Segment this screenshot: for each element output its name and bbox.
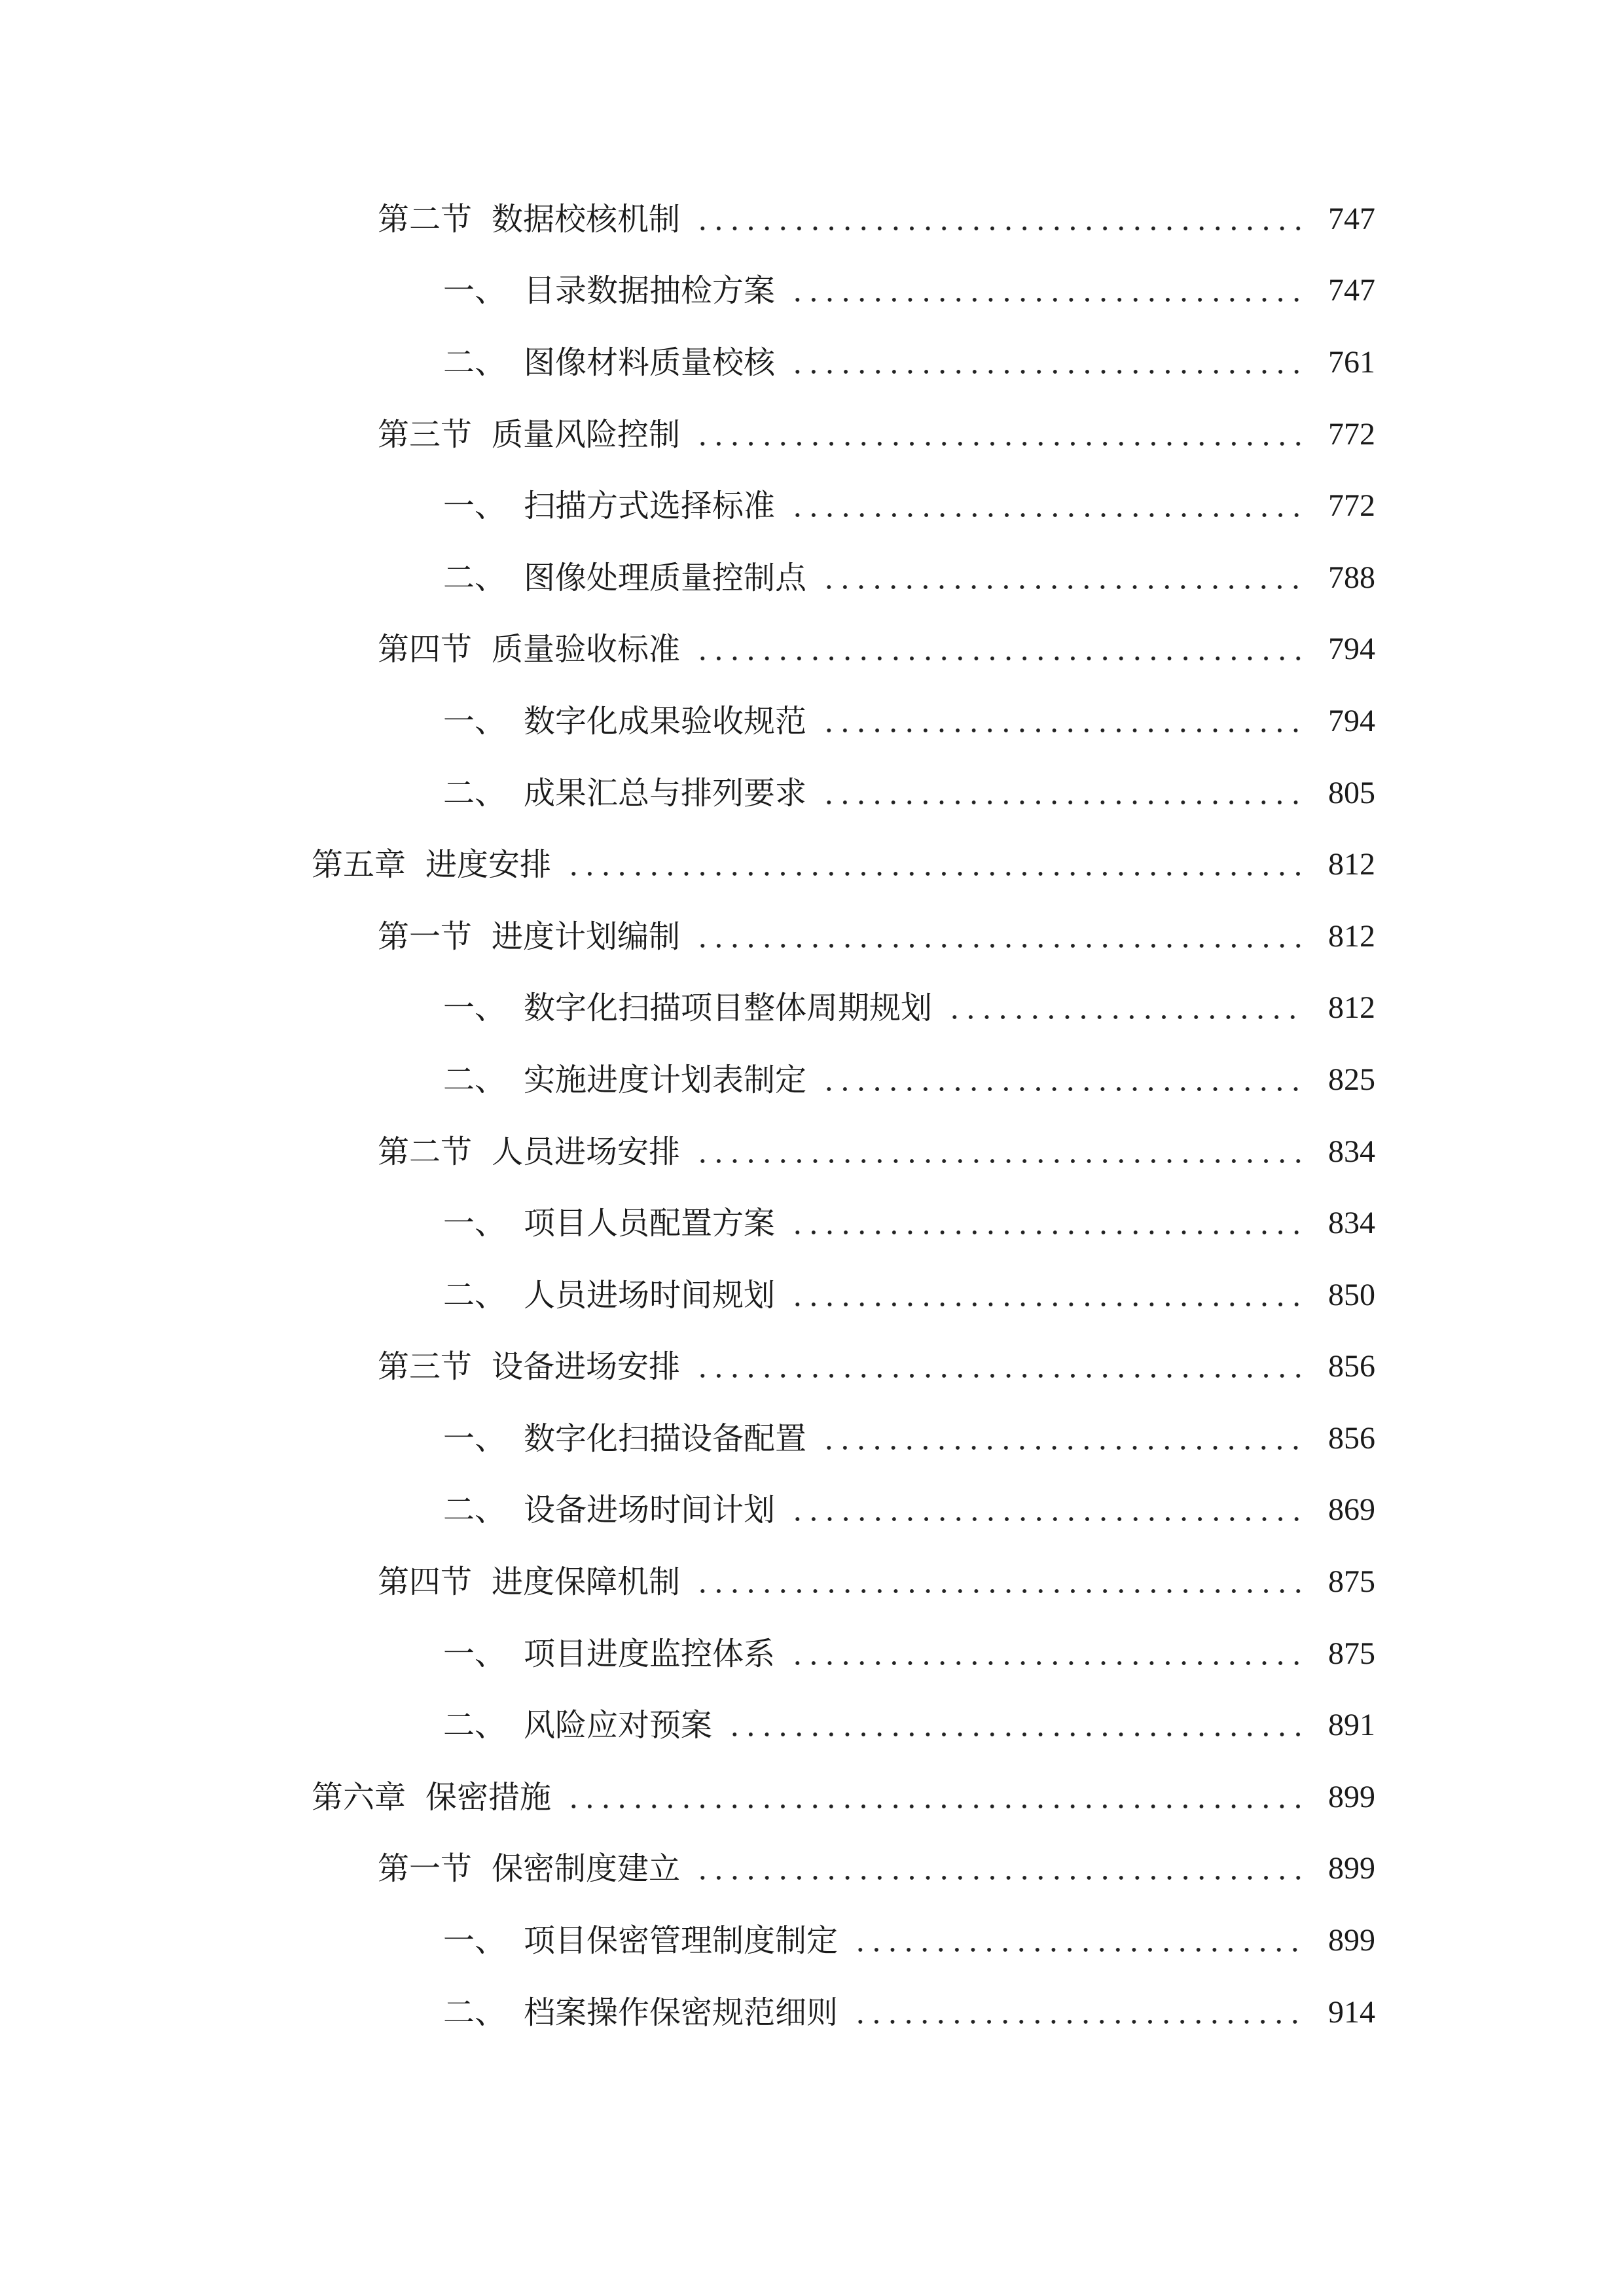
toc-item-entry [0, 1905, 1375, 1977]
toc-page-number: 914 [1328, 1994, 1375, 2030]
toc-entry-title: 成果汇总与排列要求 [524, 774, 807, 812]
toc-leader-dots [695, 921, 1305, 952]
toc-entry-title: 数字化扫描项目整体周期规划 [524, 990, 933, 1027]
toc-leader-dots [789, 347, 1305, 378]
toc-entry-title: 扫描方式选择标准 [524, 488, 776, 525]
toc-section-entry [0, 1116, 1375, 1188]
toc-page-number: 899 [1328, 1851, 1375, 1886]
toc-entry-title: 图像材料质量校核 [524, 344, 776, 381]
toc-page-number: 834 [1328, 1206, 1375, 1241]
toc-chapter-entry [0, 1761, 1375, 1833]
toc-page-number: 812 [1328, 918, 1375, 954]
toc-item-entry [0, 1044, 1375, 1116]
toc-leader-dots [821, 562, 1305, 594]
toc-section-label: 第二节 [378, 200, 473, 238]
toc-item-entry [0, 1977, 1375, 2049]
toc-leader-dots [947, 992, 1305, 1024]
toc-leader-dots [727, 1710, 1305, 1741]
toc-leader-dots [821, 1064, 1305, 1096]
toc-entry-title: 数据校核机制 [492, 200, 681, 238]
toc-page-number: 805 [1328, 775, 1375, 810]
toc-leader-dots [821, 778, 1305, 809]
toc-item-entry [0, 327, 1375, 399]
toc-leader-dots [789, 1208, 1305, 1239]
toc-leader-dots [789, 1494, 1305, 1526]
toc-leader-dots [695, 1351, 1305, 1382]
toc-leader-dots [789, 275, 1305, 306]
toc-item-entry [0, 470, 1375, 542]
toc-section-entry [0, 1546, 1375, 1618]
toc-list [0, 183, 1375, 2048]
toc-entry-title: 人员进场时间规划 [524, 1276, 776, 1314]
toc-entry-title: 档案操作保密规范细则 [524, 1994, 839, 2031]
toc-leader-dots [695, 419, 1305, 450]
toc-entry-title: 质量风险控制 [492, 416, 681, 453]
toc-leader-dots [695, 1136, 1305, 1168]
toc-chapter-label: 第六章 [312, 1778, 406, 1816]
toc-entry-title: 项目保密管理制度制定 [524, 1922, 839, 1960]
toc-entry-title: 实施进度计划表制定 [524, 1061, 807, 1098]
toc-item-marker: 二、 [443, 559, 507, 596]
toc-item-entry [0, 1259, 1375, 1331]
toc-page-number: 794 [1328, 703, 1375, 738]
toc-entry-title: 设备进场时间计划 [524, 1492, 776, 1529]
toc-page-number: 794 [1328, 632, 1375, 667]
toc-entry-title: 人员进场安排 [492, 1133, 681, 1170]
toc-leader-dots [821, 1423, 1305, 1454]
toc-section-label: 第四节 [378, 631, 473, 668]
toc-page-number: 850 [1328, 1277, 1375, 1312]
toc-page-number: 825 [1328, 1062, 1375, 1097]
toc-section-entry [0, 901, 1375, 973]
toc-entry-title: 目录数据抽检方案 [524, 272, 776, 310]
toc-page-number: 834 [1328, 1134, 1375, 1169]
toc-leader-dots [566, 849, 1305, 880]
toc-section-label: 第一节 [378, 1850, 473, 1888]
toc-section-entry [0, 183, 1375, 255]
toc-page-number: 812 [1328, 990, 1375, 1026]
toc-leader-dots [821, 706, 1305, 737]
toc-item-marker: 一、 [443, 1420, 507, 1457]
toc-page-number: 891 [1328, 1708, 1375, 1743]
toc-item-marker: 二、 [443, 1492, 507, 1529]
toc-item-marker: 一、 [443, 990, 507, 1027]
toc-leader-dots [852, 1997, 1305, 2028]
toc-page-number: 875 [1328, 1564, 1375, 1600]
toc-item-entry [0, 685, 1375, 757]
toc-page-number: 899 [1328, 1923, 1375, 1958]
toc-leader-dots [789, 1638, 1305, 1670]
toc-page-number: 747 [1328, 273, 1375, 308]
toc-entry-title: 保密措施 [425, 1778, 552, 1816]
toc-entry-title: 保密制度建立 [492, 1850, 681, 1888]
toc-page-number: 788 [1328, 560, 1375, 595]
toc-page-number: 772 [1328, 488, 1375, 524]
toc-entry-title: 设备进场安排 [492, 1348, 681, 1386]
toc-item-marker: 二、 [443, 1276, 507, 1314]
toc-section-label: 第一节 [378, 918, 473, 955]
toc-leader-dots [695, 634, 1305, 665]
toc-leader-dots [852, 1925, 1305, 1956]
toc-entry-title: 项目进度监控体系 [524, 1635, 776, 1672]
toc-item-entry [0, 757, 1375, 829]
toc-section-label: 第二节 [378, 1133, 473, 1170]
toc-item-entry [0, 1187, 1375, 1259]
toc-entry-title: 项目人员配置方案 [524, 1205, 776, 1242]
toc-item-marker: 二、 [443, 774, 507, 812]
toc-item-entry [0, 973, 1375, 1045]
toc-item-marker: 一、 [443, 1205, 507, 1242]
toc-page-number: 856 [1328, 1420, 1375, 1456]
toc-item-entry [0, 255, 1375, 327]
toc-page-number: 747 [1328, 201, 1375, 236]
toc-section-entry [0, 399, 1375, 471]
toc-page-number: 812 [1328, 847, 1375, 882]
toc-chapter-entry [0, 829, 1375, 901]
toc-item-entry [0, 1689, 1375, 1761]
toc-leader-dots [566, 1782, 1305, 1813]
toc-item-marker: 一、 [443, 702, 507, 740]
toc-page-number: 761 [1328, 344, 1375, 380]
toc-leader-dots [789, 1280, 1305, 1311]
toc-item-marker: 一、 [443, 272, 507, 310]
toc-item-marker: 一、 [443, 1635, 507, 1672]
toc-page-number: 899 [1328, 1779, 1375, 1814]
toc-page-number: 772 [1328, 416, 1375, 452]
toc-item-marker: 二、 [443, 1061, 507, 1098]
toc-chapter-label: 第五章 [312, 846, 406, 884]
toc-entry-title: 进度保障机制 [492, 1564, 681, 1601]
toc-entry-title: 风险应对预案 [524, 1707, 713, 1744]
toc-page-number: 875 [1328, 1636, 1375, 1671]
toc-entry-title: 数字化扫描设备配置 [524, 1420, 807, 1457]
toc-entry-title: 数字化成果验收规范 [524, 702, 807, 740]
toc-item-entry [0, 542, 1375, 614]
toc-entry-title: 进度计划编制 [492, 918, 681, 955]
toc-section-label: 第三节 [378, 416, 473, 453]
toc-leader-dots [789, 490, 1305, 522]
toc-item-marker: 二、 [443, 1994, 507, 2031]
toc-entry-title: 图像处理质量控制点 [524, 559, 807, 596]
toc-section-entry [0, 614, 1375, 686]
toc-page-number: 856 [1328, 1349, 1375, 1384]
toc-section-label: 第四节 [378, 1564, 473, 1601]
toc-item-marker: 一、 [443, 488, 507, 525]
toc-item-marker: 一、 [443, 1922, 507, 1960]
toc-leader-dots [695, 1853, 1305, 1884]
toc-leader-dots [695, 204, 1305, 235]
toc-item-marker: 二、 [443, 344, 507, 381]
toc-page-number: 869 [1328, 1492, 1375, 1528]
toc-item-entry [0, 1475, 1375, 1547]
toc-item-marker: 二、 [443, 1707, 507, 1744]
toc-leader-dots [695, 1566, 1305, 1598]
toc-entry-title: 进度安排 [425, 846, 552, 884]
toc-section-entry [0, 1833, 1375, 1905]
toc-section-entry [0, 1331, 1375, 1403]
toc-section-label: 第三节 [378, 1348, 473, 1386]
toc-item-entry [0, 1403, 1375, 1475]
toc-item-entry [0, 1618, 1375, 1690]
toc-entry-title: 质量验收标准 [492, 631, 681, 668]
